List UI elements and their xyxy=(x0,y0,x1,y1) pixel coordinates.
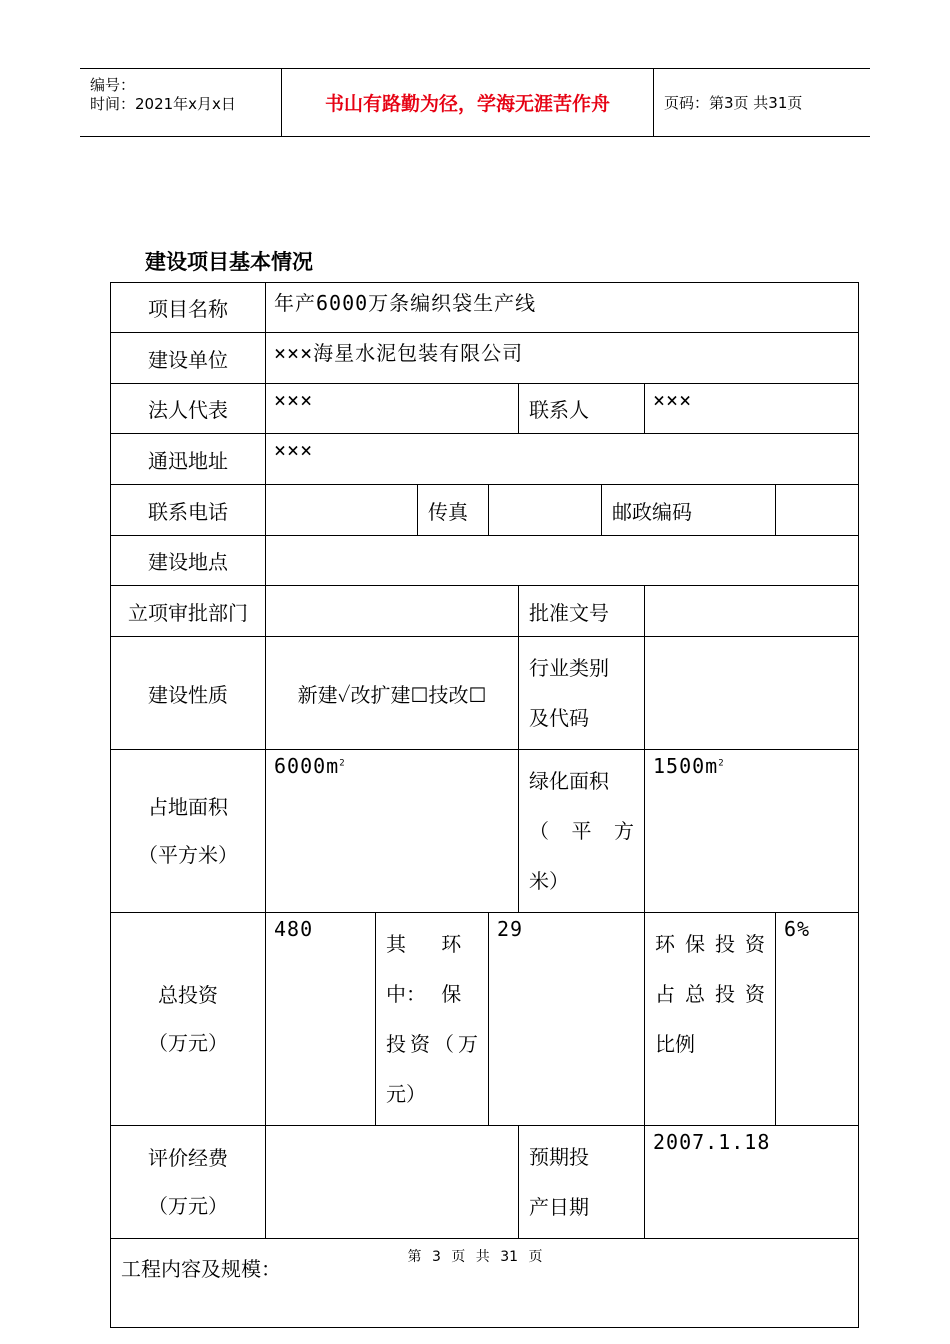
ratio-label-char: 总 xyxy=(685,982,705,1006)
approval-dept-value xyxy=(266,586,519,637)
date-label-line: 预期投 xyxy=(529,1145,589,1169)
legal-rep-value: ××× xyxy=(266,384,519,434)
page-header xyxy=(80,68,870,137)
env-invest-label-part: 环保 xyxy=(441,932,462,1006)
fax-label: 传真 xyxy=(418,485,489,536)
env-invest-label-line: 元） xyxy=(386,1082,426,1106)
scope-label: 工程内容及规模： xyxy=(111,1239,859,1328)
project-name-value: 年产6000万条编织袋生产线 xyxy=(266,283,859,333)
invest-label xyxy=(111,913,266,1126)
env-invest-label-line xyxy=(386,1019,478,1069)
area-unit-sup: 2 xyxy=(339,758,346,769)
green-label-char: （ xyxy=(529,819,549,843)
time-label: 时间：2021年x月x日 xyxy=(90,95,236,113)
table-row xyxy=(111,485,859,536)
contact-value: ××× xyxy=(645,384,859,434)
invest-label-line: 总投资 xyxy=(158,983,218,1007)
ratio-label-line xyxy=(655,919,765,969)
unit-value: ×××海星水泥包装有限公司 xyxy=(266,333,859,384)
green-label-char: 方 xyxy=(614,819,634,843)
date-label-line: 产日期 xyxy=(529,1195,589,1219)
ratio-label-char: 环 xyxy=(655,932,675,956)
green-unit-sup: 2 xyxy=(718,758,725,769)
area-label-line: 占地面积 xyxy=(148,795,228,819)
invest-value: 480 xyxy=(266,913,376,1126)
env-invest-label-line xyxy=(386,919,478,1019)
env-invest-label-part: （ xyxy=(434,1032,454,1056)
ratio-label-char: 占 xyxy=(655,982,675,1006)
phone-label: 联系电话 xyxy=(111,485,266,536)
green-number: 1500m xyxy=(653,754,719,778)
postcode-value xyxy=(776,485,859,536)
table-row xyxy=(111,434,859,485)
green-label xyxy=(519,750,645,913)
table-row xyxy=(111,750,859,913)
site-value xyxy=(266,536,859,586)
page-footer: 第 3 页 共 31 页 xyxy=(407,1249,543,1265)
industry-label xyxy=(519,637,645,750)
table-row xyxy=(111,637,859,750)
fee-label xyxy=(111,1126,266,1239)
approval-dept-label: 立项审批部门 xyxy=(111,586,266,637)
green-label-line: 绿化面积 xyxy=(529,769,609,793)
header-motto: 书山有路勤为径，学海无涯苦作舟 xyxy=(282,69,654,136)
date-label xyxy=(519,1126,645,1239)
table-row xyxy=(111,586,859,637)
table-row xyxy=(111,333,859,384)
approval-no-label: 批准文号 xyxy=(519,586,645,637)
ratio-label-char: 投 xyxy=(715,932,735,956)
fee-label-line: （万元） xyxy=(148,1194,228,1218)
table-row xyxy=(111,913,859,1126)
ratio-label-char: 资 xyxy=(745,982,765,1006)
phone-value xyxy=(266,485,418,536)
ratio-label-char: 投 xyxy=(715,982,735,1006)
area-label xyxy=(111,750,266,913)
area-value xyxy=(266,750,519,913)
env-invest-label-part: 其中： xyxy=(386,932,426,1006)
table-row xyxy=(111,1126,859,1239)
industry-label-line: 及代码 xyxy=(529,706,589,730)
area-label-line: （平方米） xyxy=(138,843,238,867)
invest-label-line: （万元） xyxy=(148,1031,228,1055)
section-title: 建设项目基本情况 xyxy=(145,250,313,274)
green-label-line xyxy=(529,806,634,856)
table-row xyxy=(111,536,859,586)
green-label-char: 平 xyxy=(571,819,592,843)
ratio-label-line: 比例 xyxy=(655,1032,695,1056)
industry-value xyxy=(645,637,859,750)
site-label: 建设地点 xyxy=(111,536,266,586)
address-value: ××× xyxy=(266,434,859,485)
ratio-value: 6% xyxy=(776,913,859,1126)
date-value: 2007.1.18 xyxy=(645,1126,859,1239)
fee-value xyxy=(266,1126,519,1239)
ratio-label-char: 保 xyxy=(685,932,705,956)
green-label-line: 米） xyxy=(529,869,569,893)
postcode-label: 邮政编码 xyxy=(602,485,776,536)
project-info-table xyxy=(110,282,859,1328)
fax-value xyxy=(489,485,602,536)
project-name-label: 项目名称 xyxy=(111,283,266,333)
nature-value: 新建✓改扩建☐技改☐ xyxy=(266,637,519,750)
unit-label: 建设单位 xyxy=(111,333,266,384)
number-label: 编号： xyxy=(90,76,136,94)
legal-rep-label: 法人代表 xyxy=(111,384,266,434)
header-meta xyxy=(80,69,282,136)
env-invest-label-part: 万 xyxy=(458,1032,478,1056)
env-invest-value: 29 xyxy=(489,913,645,1126)
industry-label-line: 行业类别 xyxy=(529,656,609,680)
table-row xyxy=(111,384,859,434)
green-value xyxy=(645,750,859,913)
env-invest-label-part: 资 xyxy=(410,1032,430,1056)
ratio-label-line xyxy=(655,969,765,1019)
table-row xyxy=(111,283,859,333)
contact-label: 联系人 xyxy=(519,384,645,434)
approval-no-value xyxy=(645,586,859,637)
ratio-label xyxy=(645,913,776,1126)
address-label: 通迅地址 xyxy=(111,434,266,485)
env-invest-label xyxy=(376,913,489,1126)
ratio-label-char: 资 xyxy=(745,932,765,956)
fee-label-line: 评价经费 xyxy=(148,1146,228,1170)
env-invest-label-part: 投 xyxy=(386,1032,406,1056)
area-number: 6000m xyxy=(274,754,340,778)
header-page-info: 页码：第3页 共31页 xyxy=(664,94,803,112)
nature-label: 建设性质 xyxy=(111,637,266,750)
